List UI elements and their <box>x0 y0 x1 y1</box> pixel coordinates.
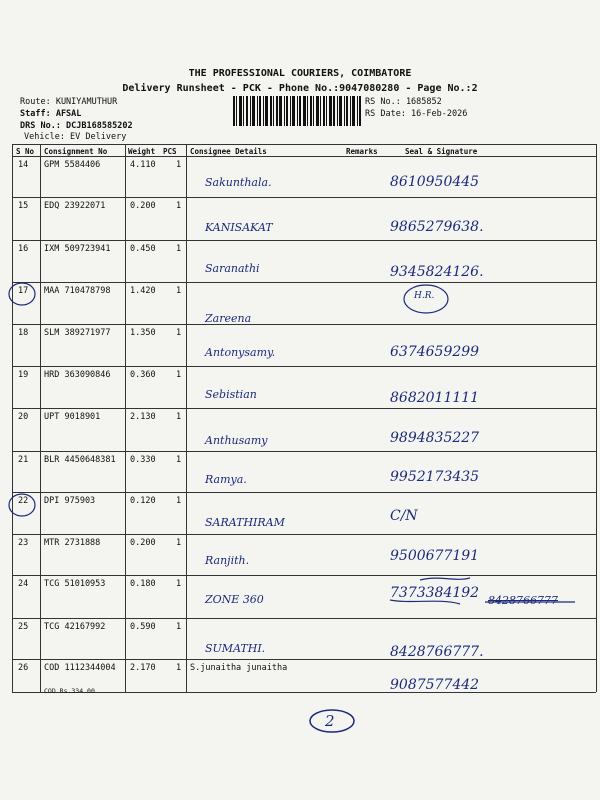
page-mark: 2 <box>325 712 335 730</box>
runsheet-subtitle: Delivery Runsheet - PCK - Phone No.:9047080280 - Page No.:2 <box>122 83 478 94</box>
row-pcs: 1 <box>176 370 182 380</box>
row-sno: 23 <box>18 538 29 548</box>
row-consignment-no: TCG 42167992 <box>44 622 106 632</box>
row-consignment-no: IXM 509723941 <box>44 244 111 254</box>
row-sno: 26 <box>18 663 29 673</box>
row-consignee-name: KANISAKAT <box>205 221 273 234</box>
row-signature: 8610950445 <box>390 174 480 190</box>
row-consignee-name: Zareena <box>205 312 252 325</box>
circle-mark-22 <box>9 494 35 516</box>
cod-amount: COD Rs.334.00 <box>44 687 95 695</box>
row-weight: 0.180 <box>130 579 156 589</box>
vehicle: Vehicle: EV Delivery <box>24 132 127 142</box>
row-weight: 4.110 <box>130 160 156 170</box>
row-consignment-no: COD 1112344004 <box>44 663 116 673</box>
row-pcs: 1 <box>176 328 182 338</box>
row-weight: 0.330 <box>130 455 156 465</box>
drs-number: DRS No.: DCJB168585202 <box>20 121 133 131</box>
row-weight: 0.200 <box>130 201 156 211</box>
row-consignee-name: S.junaitha junaitha <box>190 663 288 673</box>
row-consignee-name: Antonysamy. <box>205 346 276 359</box>
row-weight: 0.450 <box>130 244 156 254</box>
row-sno: 16 <box>18 244 29 254</box>
row-sno: 22 <box>18 496 29 506</box>
row-consignment-no: SLM 389271977 <box>44 328 111 338</box>
route: Route: KUNIYAMUTHUR <box>20 97 118 107</box>
row-signature: 6374659299 <box>390 344 480 360</box>
row-consignment-no: DPI 975903 <box>44 496 96 506</box>
strike-line-1 <box>420 578 470 580</box>
row-sno: 15 <box>18 201 29 211</box>
row-sno: 18 <box>18 328 29 338</box>
row-weight: 1.350 <box>130 328 156 338</box>
row-signature: 7373384192 <box>390 585 480 601</box>
row-weight: 0.200 <box>130 538 156 548</box>
row-pcs: 1 <box>176 286 182 296</box>
row-sno: 24 <box>18 579 29 589</box>
row-signature: C/N <box>390 508 418 524</box>
row-pcs: 1 <box>176 622 182 632</box>
row-consignee-name: Saranathi <box>205 262 260 275</box>
row-consignee-name: Ramya. <box>205 473 247 486</box>
row-sno: 20 <box>18 412 29 422</box>
row-sno: 17 <box>18 286 29 296</box>
col-consignment: Consignment No <box>44 147 108 156</box>
rs-date: RS Date: 16-Feb-2026 <box>365 109 468 119</box>
col-remarks: Remarks <box>346 147 378 156</box>
row-consignee-name: Sakunthala. <box>205 176 272 189</box>
row-sno: 21 <box>18 455 29 465</box>
row-signature: 8682011111 <box>390 390 480 406</box>
col-weight: Weight <box>128 147 156 156</box>
row-pcs: 1 <box>176 455 182 465</box>
row-signature: 9087577442 <box>390 677 480 693</box>
col-sno: S No <box>16 147 35 156</box>
row-weight: 2.130 <box>130 412 156 422</box>
row-consignment-no: BLR 4450648381 <box>44 455 116 465</box>
row-signature: 9865279638. <box>390 219 484 235</box>
row-signature: 8428766777. <box>390 644 484 660</box>
company-title: THE PROFESSIONAL COURIERS, COIMBATORE <box>188 68 412 79</box>
col-seal-signature: Seal & Signature <box>405 147 478 156</box>
row-signature: 9500677191 <box>390 548 480 564</box>
row-pcs: 1 <box>176 244 182 254</box>
row-sno: 25 <box>18 622 29 632</box>
row-consignee-name: Sebistian <box>205 388 257 401</box>
row-consignment-no: MAA 710478798 <box>44 286 111 296</box>
row-signature: 9952173435 <box>390 469 480 485</box>
stamp-note: H.R. <box>414 291 435 301</box>
row-consignment-no: GPM 5584406 <box>44 160 101 170</box>
row-consignee-name: Anthusamy <box>205 434 268 447</box>
row-pcs: 1 <box>176 160 182 170</box>
row-pcs: 1 <box>176 201 182 211</box>
row-signature: 9894835227 <box>390 430 480 446</box>
row-pcs: 1 <box>176 538 182 548</box>
strike-line-3 <box>390 600 460 604</box>
circle-mark-17 <box>9 283 35 305</box>
row-pcs: 1 <box>176 496 182 506</box>
row-sno: 19 <box>18 370 29 380</box>
row-consignee-name: SUMATHI. <box>205 642 266 655</box>
rs-number: RS No.: 1685852 <box>365 97 442 107</box>
row-sno: 14 <box>18 160 29 170</box>
row-pcs: 1 <box>176 412 182 422</box>
col-consignee: Consignee Details <box>190 147 267 156</box>
col-pcs: PCS <box>163 147 177 156</box>
row-consignment-no: MTR 2731888 <box>44 538 101 548</box>
row-weight: 0.360 <box>130 370 156 380</box>
row-signature: 9345824126. <box>390 264 484 280</box>
row-weight: 0.120 <box>130 496 156 506</box>
row-consignee-name: ZONE 360 <box>205 593 264 606</box>
row-consignee-name: SARATHIRAM <box>205 516 285 529</box>
row-weight: 1.420 <box>130 286 156 296</box>
row-consignment-no: TCG 51010953 <box>44 579 106 589</box>
row-weight: 2.170 <box>130 663 156 673</box>
row-pcs: 1 <box>176 579 182 589</box>
staff: Staff: AFSAL <box>20 109 82 119</box>
row-consignee-name: Ranjith. <box>205 554 250 567</box>
row-weight: 0.590 <box>130 622 156 632</box>
row-consignment-no: UPT 9018901 <box>44 412 101 422</box>
row-consignment-no: HRD 363090846 <box>44 370 111 380</box>
row-consignment-no: EDQ 23922071 <box>44 201 106 211</box>
struck-number: 8428766777 <box>488 594 558 607</box>
row-pcs: 1 <box>176 663 182 673</box>
